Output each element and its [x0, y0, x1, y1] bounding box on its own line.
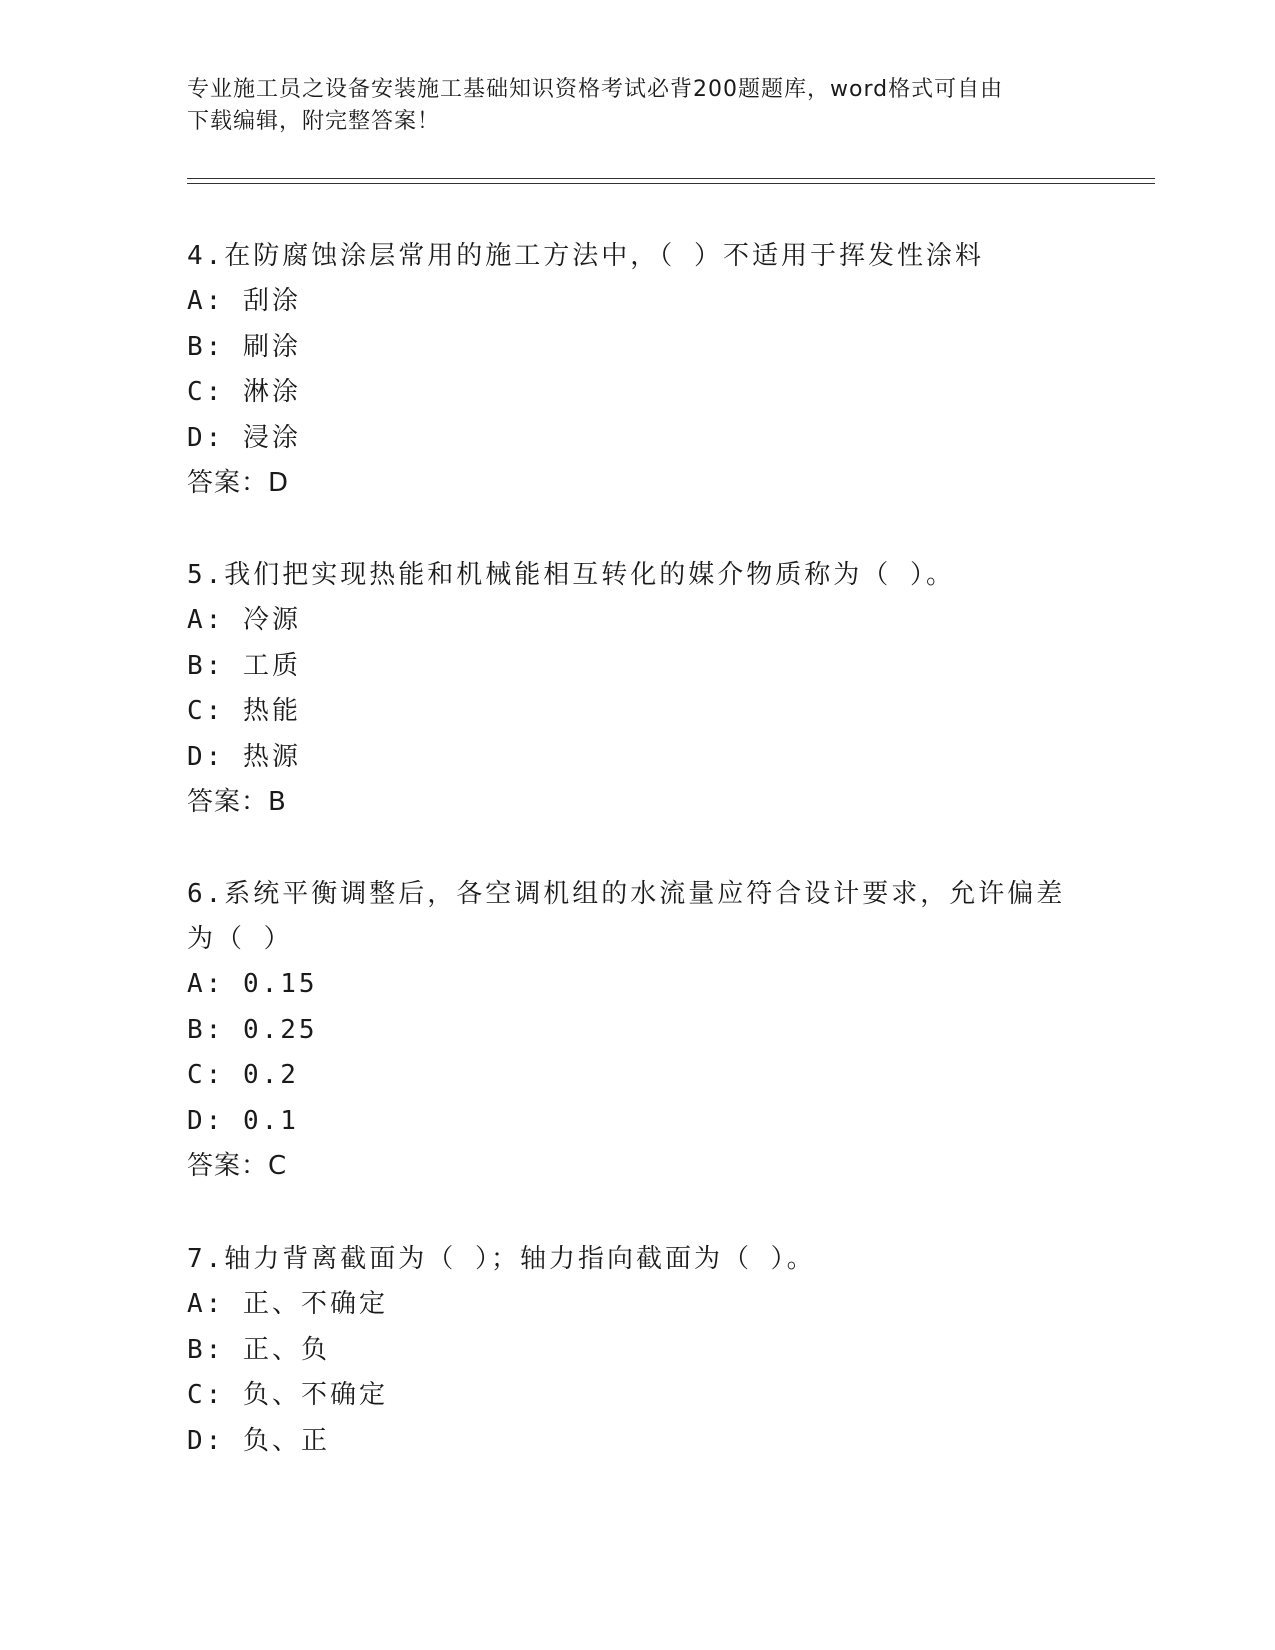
question-stem: 5.我们把实现热能和机械能相互转化的媒介物质称为（ ）。	[187, 560, 955, 590]
question-stem-line-2: 为（ ）	[187, 924, 293, 954]
question-stem: 4.在防腐蚀涂层常用的施工方法中，（ ）不适用于挥发性涂料	[187, 241, 984, 271]
option-a: A: 0.15	[187, 969, 318, 999]
answer: 答案：D	[187, 468, 290, 498]
answer: 答案：C	[187, 1151, 288, 1181]
option-d: D: 浸涂	[187, 422, 301, 453]
question-6	[187, 872, 1087, 1189]
question-4	[187, 234, 1087, 506]
header-line-1: 专业施工员之设备安装施工基础知识资格考试必背200题题库，word格式可自由	[187, 77, 1004, 102]
option-c: C: 热能	[187, 696, 301, 726]
question-7	[187, 1237, 1087, 1464]
option-b: B: 刷涂	[187, 331, 301, 362]
document-header	[187, 74, 1087, 138]
question-stem: 7.轴力背离截面为（ ）；轴力指向截面为（ ）。	[187, 1244, 816, 1274]
question-stem-line-1: 6.系统平衡调整后，各空调机组的水流量应符合设计要求，允许偏差	[187, 879, 1066, 909]
answer: 答案：B	[187, 787, 287, 817]
header-line-2: 下载编辑，附完整答案！	[187, 109, 441, 134]
option-c: C: 负、不确定	[187, 1380, 388, 1410]
option-b: B: 工质	[187, 650, 301, 681]
header-divider-top	[187, 178, 1155, 179]
question-5	[187, 553, 1087, 825]
option-b: B: 0.25	[187, 1014, 318, 1045]
option-a: A: 刮涂	[187, 286, 301, 316]
option-d: D: 热源	[187, 741, 301, 772]
option-c: C: 淋涂	[187, 377, 301, 407]
option-c: C: 0.2	[187, 1060, 299, 1090]
option-d: D: 负、正	[187, 1425, 330, 1456]
header-divider-bottom	[187, 183, 1155, 184]
option-b: B: 正、负	[187, 1334, 330, 1365]
option-d: D: 0.1	[187, 1105, 299, 1136]
option-a: A: 正、不确定	[187, 1289, 388, 1319]
option-a: A: 冷源	[187, 605, 301, 635]
